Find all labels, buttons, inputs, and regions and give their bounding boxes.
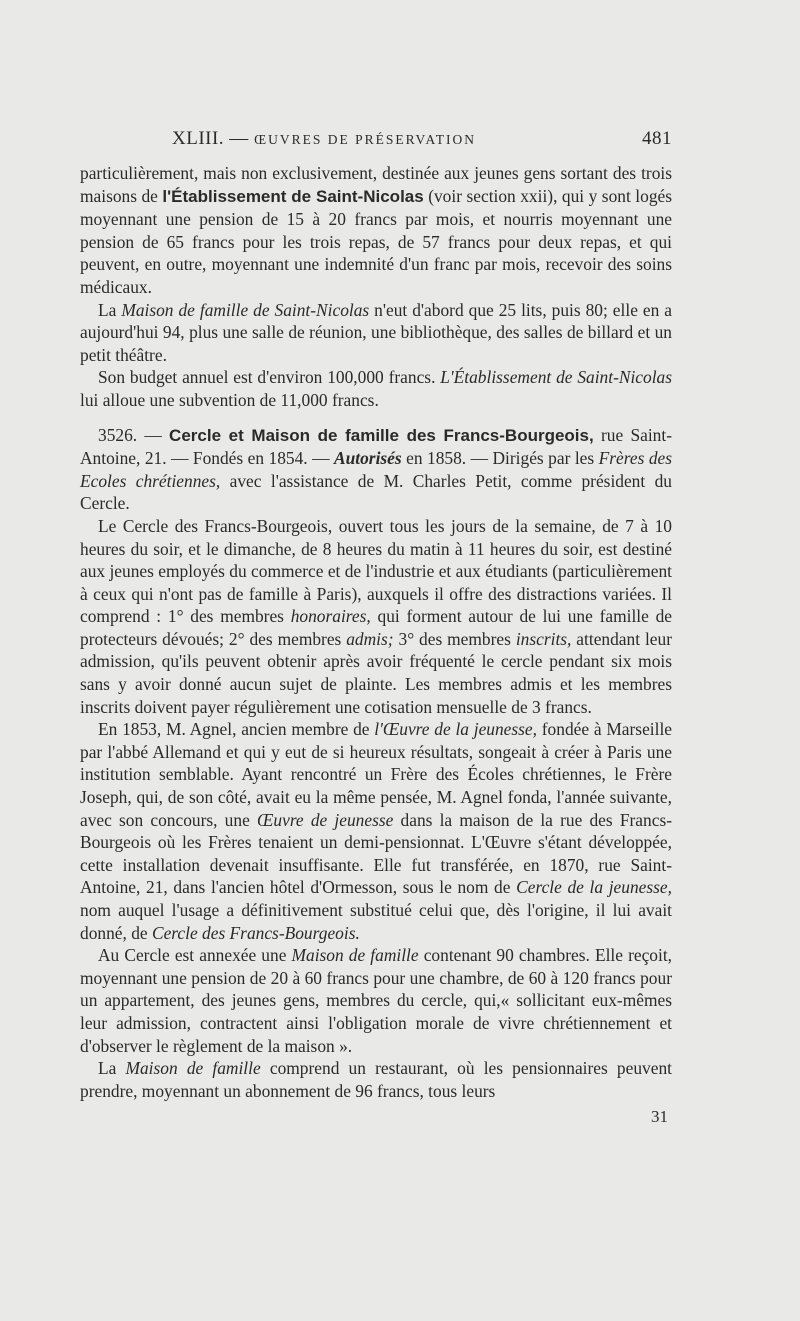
italic-run: Maison de famille [125,1058,261,1079]
paragraph-maison-de-famille [80,944,672,1057]
text-run: particulièrement, mais non exclusivement, destinée aux jeunes gens sortant des trois maisons de [80,163,672,206]
text-run: La [98,299,122,320]
italic-run: admis; [346,628,394,649]
text-run: dans la maison de la rue des Francs-Bourgeois où les Frères tenaient un demi-pensionnat. L'Œuvre s'étant développée, cette installation devenait insuffisante. Elle fut transférée, en 1870, rue Saint-Antoine, 21, dans l'ancien hôtel d'Ormesson, sous le nom de [80,809,672,898]
paragraph-saint-nicolas-budget [80,366,672,411]
entry-title: Cercle et Maison de famille des Francs-Bourgeois, [169,425,594,445]
text-run: qui forment autour de lui une famille de protecteurs dévoués; 2° des membres [80,606,673,649]
text-run: n'eut d'abord que 25 lits, puis 80; elle en a aujourd'hui 94, plus une salle de réunion, une bibliothèque, des salles de billard et un petit théâtre. [80,299,672,365]
entry-3526-heading [80,424,672,515]
paragraph-saint-nicolas-intro [80,162,672,299]
text-run: En 1853, M. Agnel, ancien membre de [98,719,375,740]
italic-run: honoraires, [290,606,371,627]
italic-run: Frères des Ecoles chrétiennes, [80,448,672,491]
italic-run: Maison de famille [291,945,419,966]
italic-run: Maison de famille de Saint-Nicolas [121,299,370,320]
page-number: 481 [642,128,672,149]
italic-run: Autorisés [334,448,402,469]
text-run: avec l'assistance de M. Charles Petit, comme président du Cercle. [80,470,672,514]
paragraph-cercle-description [80,515,672,718]
paragraph-saint-nicolas-beds [80,299,672,367]
text-block [80,128,672,1129]
text-run: lui alloue une subvention de 11,000 francs. [80,389,379,410]
text-run: Au Cercle est annexée une [98,945,292,966]
paragraph-restaurant [80,1057,672,1102]
bold-title-run: l'Établissement de Saint-Nicolas [162,186,424,206]
italic-run: Cercle des Francs-Bourgeois. [151,922,360,943]
text-run: fondée à Marseille par l'abbé Allemand et qui y eut de si heureux résultats, songeait à créer à Paris une institution semblable. Ayant rencontré un Frère des Écoles chrétiennes, le Frère Joseph, qui, de son côté, avait eu la même pensée, M. Agnel fonda, l'année suivante, avec son concours, une [80,719,673,830]
text-run: (voir section xxii), qui y sont logés moyennant une pension de 15 à 20 francs par mois, et nourris moyennant une pension de 65 francs pour les trois repas, de 57 francs pour deux repas, et qui peuvent, en outre, moyennant une indemnité d'un franc par mois, recevoir des soins médicaux. [80,185,672,297]
running-head-title [172,128,476,152]
text-run: attendant leur admission, qu'ils peuvent obtenir après avoir fréquenté le cercle pendant six mois sans y avoir donné aucun sujet de plainte. Les membres admis et les membres inscrits doivent payer régulièrement une cotisation mensuelle de 3 francs. [80,628,672,717]
text-run: contenant 90 chambres. Elle reçoit, moyennant une pension de 20 à 60 francs pour une chambre, de 60 à 120 francs pour un appartement, des jeunes gens, membres du cercle, qui,« sollicitant eux-mêmes leur admission, contractent ainsi l'obligation morale de vivre chrétiennement et d'observer le règlement de la maison ». [80,945,673,1056]
text-run: 3° des membres [393,628,516,649]
paragraph-cercle-history [80,718,672,944]
running-head [80,128,672,154]
text-run: comprend un restaurant, où les pensionnaires peuvent prendre, moyennant un abonnement de 96 francs, tous leurs [80,1058,672,1101]
text-run: Le Cercle des Francs-Bourgeois, ouvert tous les jours de la semaine, de 7 à 10 heures du soir, et le dimanche, de 8 heures du matin à 11 heures du soir, est destiné aux jeunes employés du commerce et de l'industrie et aux étudiants (particulièrement à ceux qui n'ont pas de famille à Paris), auxquels il offre des distractions variées. Il comprend : 1° des membres [80,515,672,627]
text-run: nom auquel l'usage a définitivement substitué celui que, dès l'origine, il lui avait donné, de [80,900,672,943]
text-run: Son budget annuel est d'environ 100,000 francs. [98,367,441,388]
italic-run: Cercle de la jeunesse, [516,877,672,898]
text-run: en 1858. — Dirigés par les [401,448,599,469]
italic-run: Œuvre de jeunesse [256,809,394,830]
text-run: rue Saint-Antoine, 21. — Fondés en 1854. — [80,424,672,469]
italic-run: inscrits, [515,628,572,649]
chapter-number: XLIII. — [172,128,249,149]
chapter-title: ŒUVRES DE PRÉSERVATION [254,132,477,147]
signature-mark: 31 [651,1107,668,1127]
italic-run: L'Établissement de Saint-Nicolas [440,367,673,388]
italic-run: l'Œuvre de la jeunesse, [374,719,537,740]
text-run: La [98,1058,126,1079]
entry-number: 3526. — [98,424,170,445]
